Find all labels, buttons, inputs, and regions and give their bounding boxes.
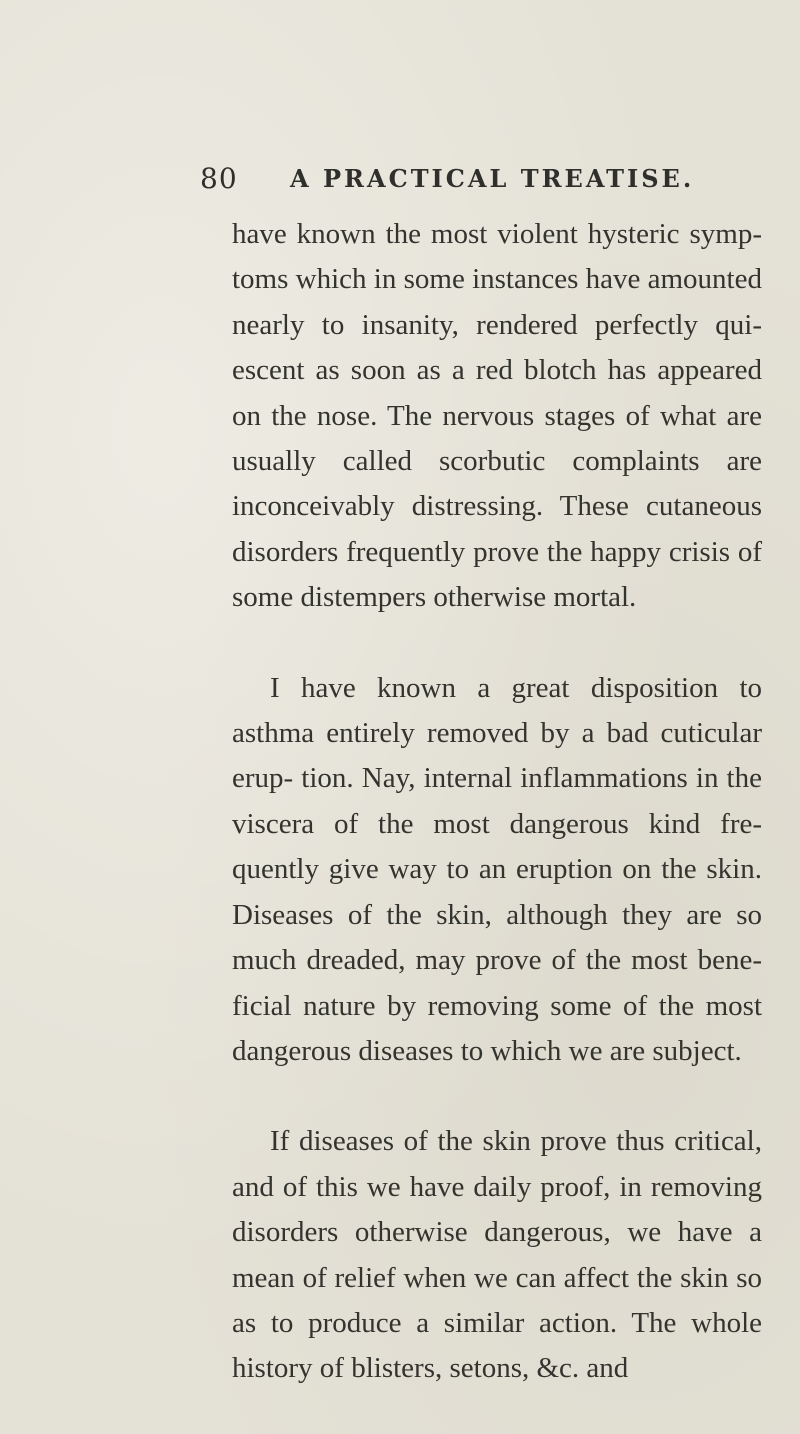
paragraph-1: have known the most violent hysteric symp- toms which in some instances have amounted nearly to insanity, rendered perfectly qui- escent as soon as a red blotch has appeared on the nose. The nervous stages of what are usually called scorbutic complaints are inconceivably distressing. These cutaneous disorders frequently prove the happy crisis of some distempers otherwise mortal.: [232, 218, 762, 614]
body-text: [232, 212, 762, 1392]
page-header: [200, 162, 760, 202]
paragraph-2: I have known a great disposition to asthma entirely removed by a bad cuticular erup- tion. Nay, internal inflammations in the viscera of the most dangerous kind fre- quently give way to an eruption on the skin. Diseases of the skin, although they are so much dreaded, may prove of the most bene- ficial nature by removing some of the most dangerous diseases to which we are subject.: [232, 671, 762, 1067]
paragraph-3: If diseases of the skin prove thus critical, and of this we have daily proof, in removing disorders otherwise dangerous, we have a mean of relief when we can affect the skin so as to produce a similar action. The whole history of blisters, setons, &c. and: [232, 1125, 762, 1385]
page-number: 80: [200, 162, 238, 195]
running-title: A PRACTICAL TREATISE.: [290, 164, 695, 193]
paragraph-gap: [232, 621, 762, 666]
paragraph-gap: [232, 1074, 762, 1119]
